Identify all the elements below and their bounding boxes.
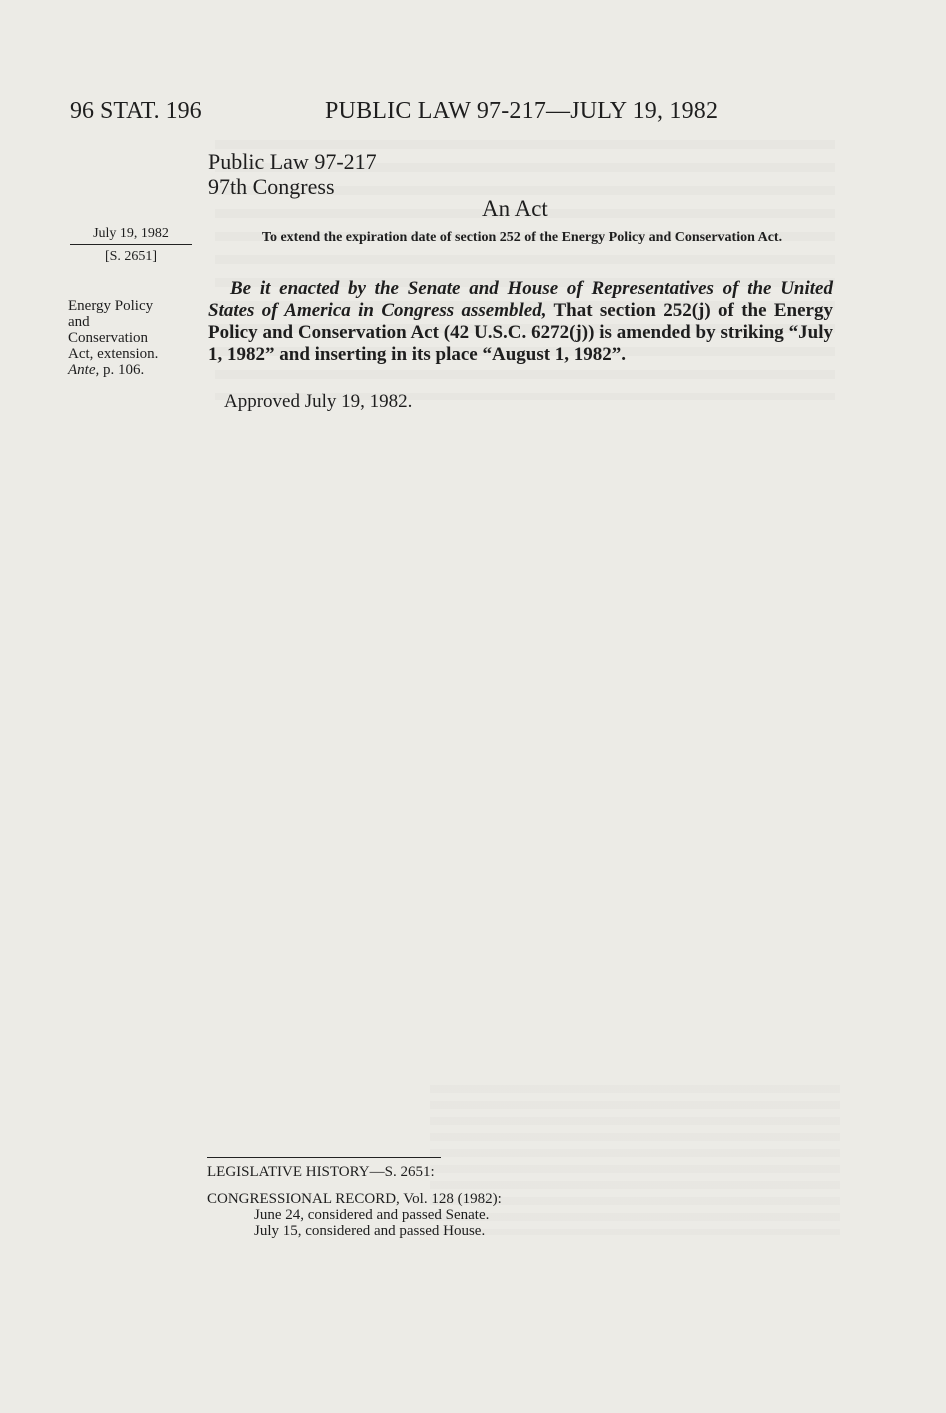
public-law-number: Public Law 97-217 — [208, 149, 377, 174]
congressional-record-citation: CONGRESSIONAL RECORD, Vol. 128 (1982): — [207, 1191, 502, 1207]
margin-note-line: Act, extension. — [68, 346, 159, 362]
citation-ante: Ante, — [68, 362, 100, 378]
act-heading: An Act — [482, 196, 548, 221]
legislative-history-record — [207, 1191, 502, 1239]
running-title: PUBLIC LAW 97-217—JULY 19, 1982 — [325, 98, 719, 124]
margin-note-line: and — [68, 314, 90, 330]
history-item: June 24, considered and passed Senate. — [254, 1207, 490, 1223]
divider — [70, 244, 192, 245]
history-divider — [207, 1157, 441, 1158]
margin-date-block — [70, 224, 192, 267]
enacting-clause: Be it enacted by the Senate and House of Representatives of the United States of America in Congress assembled, — [208, 278, 833, 321]
enacting-paragraph — [208, 278, 833, 366]
margin-note — [68, 298, 193, 378]
margin-note-line: Conservation — [68, 330, 148, 346]
congress-number: 97th Congress — [208, 174, 335, 199]
stat-page-number: 96 STAT. 196 — [70, 98, 202, 124]
approval-line: Approved July 19, 1982. — [224, 391, 413, 412]
citation-page: p. 106. — [99, 362, 145, 378]
margin-note-line: Energy Policy — [68, 298, 154, 314]
citation — [68, 362, 193, 378]
act-purpose: To extend the expiration date of section 252 of the Energy Policy and Conservation Act. — [261, 230, 783, 245]
enactment-date: July 19, 1982 — [93, 226, 169, 241]
bill-number: [S. 2651] — [104, 249, 158, 264]
legislative-history-heading: LEGISLATIVE HISTORY—S. 2651: — [207, 1164, 435, 1180]
law-title-block — [208, 149, 377, 199]
history-item: July 15, considered and passed House. — [254, 1223, 486, 1239]
section-text: That section 252(j) of the Energy Policy and Conservation Act (42 U.S.C. 6272(j)) is amended by striking “July 1, 1982” and inserting in its place “August 1, 1982”. — [208, 300, 833, 365]
